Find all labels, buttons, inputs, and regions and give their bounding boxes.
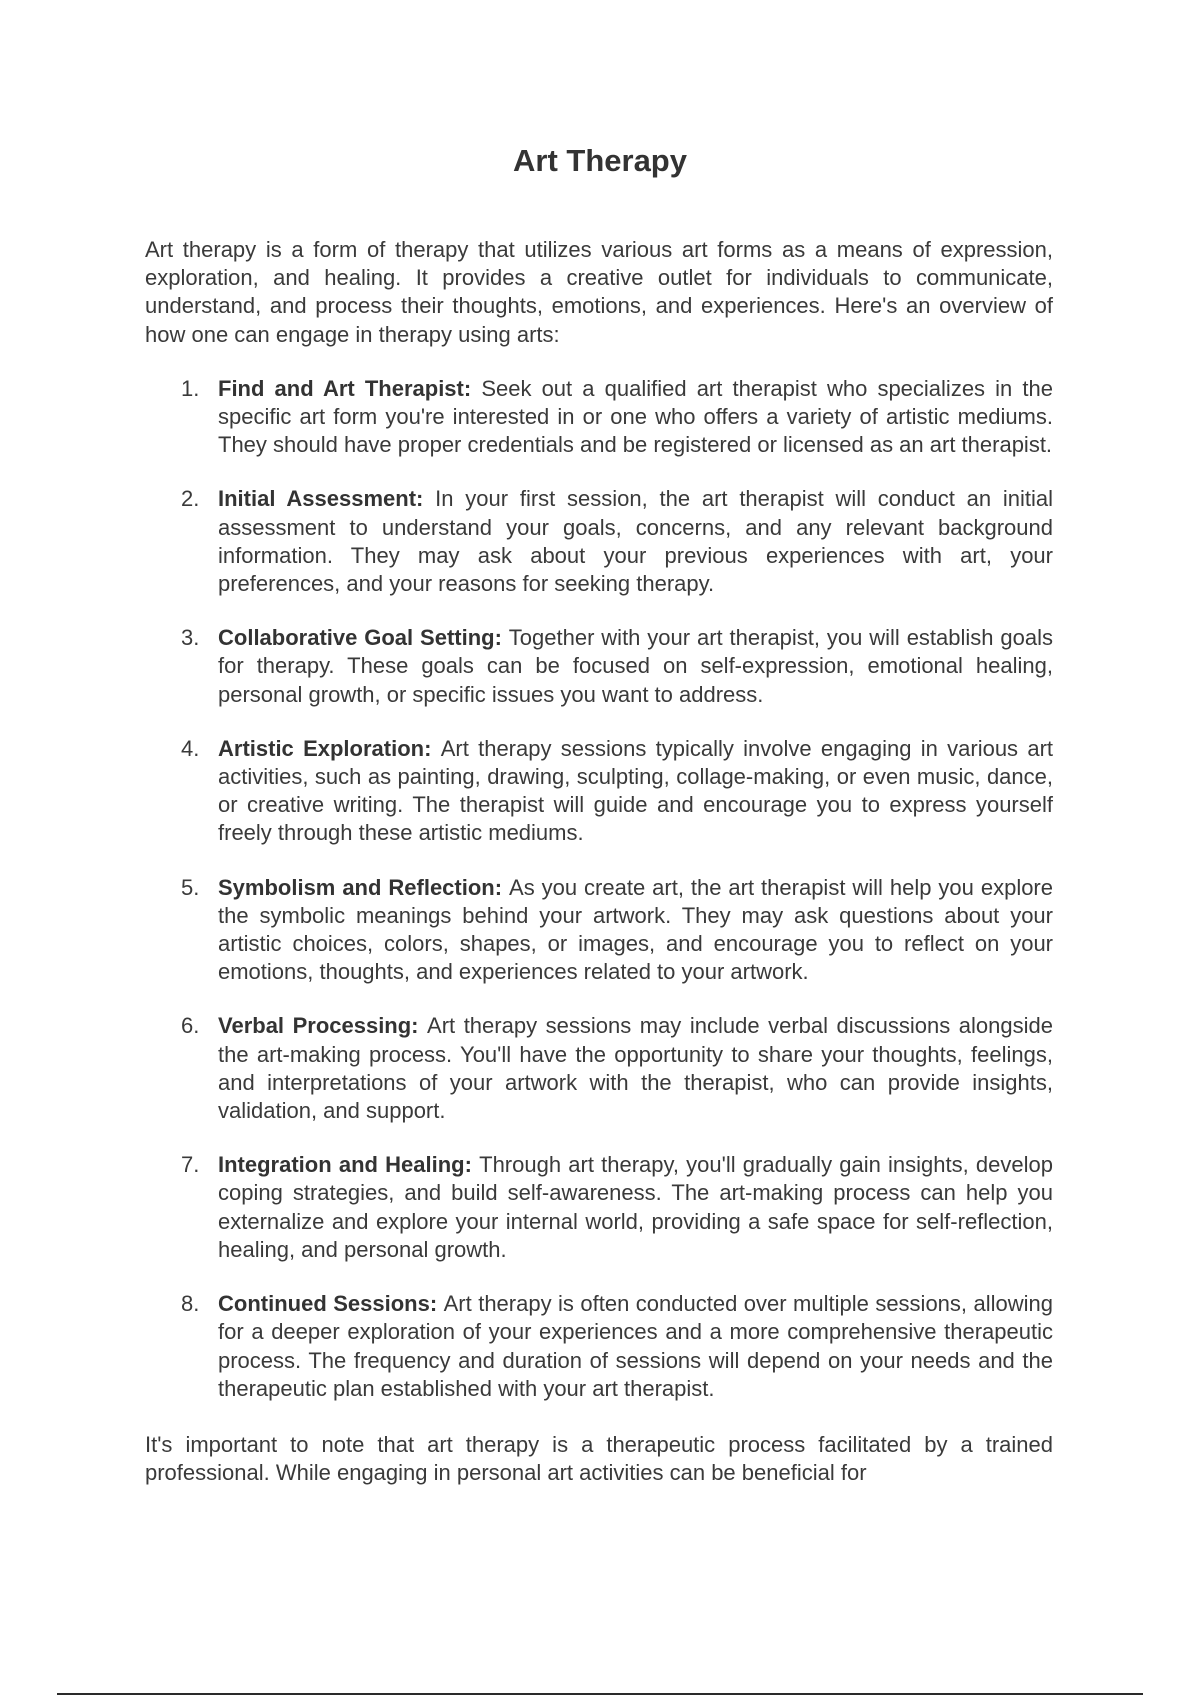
- step-number: 4.: [181, 735, 200, 761]
- step-title: Verbal Processing:: [218, 1013, 428, 1039]
- step-text: In your first session, the art therapist will conduct an initial assessment to understand your goals, concerns, and any relevant background information. They may ask about your previous experiences with art, your preferences, and your reasons for seeking therapy.: [218, 486, 1053, 597]
- steps-list: [145, 375, 1053, 1403]
- step-number: 3.: [181, 625, 200, 651]
- list-item: [145, 624, 1053, 709]
- list-item: [145, 735, 1053, 848]
- step-number: 1.: [181, 375, 200, 401]
- list-item: [145, 485, 1053, 598]
- step-number: 2.: [181, 486, 200, 512]
- list-item: [145, 1290, 1053, 1403]
- step-number: 7.: [181, 1152, 200, 1178]
- document-body: [145, 236, 1053, 1487]
- footer-divider: [57, 1693, 1143, 1695]
- list-item: [145, 1151, 1053, 1264]
- step-title: Continued Sessions:: [218, 1291, 444, 1317]
- step-title: Initial Assessment:: [218, 486, 436, 512]
- step-number: 8.: [181, 1291, 200, 1317]
- step-number: 6.: [181, 1013, 200, 1039]
- step-text: As you create art, the art therapist will help you explore the symbolic meanings behind your artwork. They may ask questions about your artistic choices, colors, shapes, or images, and encourage you to reflect on your emotions, thoughts, and experiences related to your artwork.: [218, 874, 1053, 985]
- page-title: Art Therapy: [513, 143, 687, 178]
- step-title: Symbolism and Reflection:: [218, 874, 510, 900]
- step-number: 5.: [181, 874, 200, 900]
- list-item: [145, 874, 1053, 987]
- list-item: [145, 1012, 1053, 1125]
- step-text: Together with your art therapist, you will establish goals for therapy. These goals can be focused on self-expression, emotional healing, personal growth, or specific issues you want to address.: [218, 625, 1053, 707]
- intro-paragraph: Art therapy is a form of therapy that utilizes various art forms as a means of expression, exploration, and healing. It provides a creative outlet for individuals to communicate, understand, and process their thoughts, emotions, and experiences. Here's an overview of how one can engage in therapy using arts:: [145, 237, 1053, 347]
- step-text: Art therapy sessions may include verbal discussions alongside the art-making process. You'll have the opportunity to share your thoughts, feelings, and interpretations of your artwork with the therapist, who can provide insights, validation, and support.: [218, 1013, 1053, 1124]
- list-item: [145, 375, 1053, 460]
- step-text: Seek out a qualified art therapist who specializes in the specific art form you're interested in or one who offers a variety of artistic mediums. They should have proper credentials and be registered or licensed as an art therapist.: [218, 375, 1053, 458]
- step-title: Collaborative Goal Setting:: [218, 625, 509, 651]
- step-title: Artistic Exploration:: [218, 735, 441, 761]
- step-text: Art therapy sessions typically involve engaging in various art activities, such as painting, drawing, sculpting, collage-making, or even music, dance, or creative writing. The therapist will guide and encourage you to express yourself freely through these artistic mediums.: [218, 735, 1054, 846]
- step-text: Through art therapy, you'll gradually gain insights, develop coping strategies, and build self-awareness. The art-making process can help you externalize and explore your internal world, providing a safe space for self-reflection, healing, and personal growth.: [218, 1152, 1053, 1262]
- step-title: Integration and Healing:: [218, 1152, 480, 1178]
- closing-paragraph: It's important to note that art therapy is a therapeutic process facilitated by a trained professional. While engaging in personal art activities can be beneficial for: [145, 1431, 1053, 1486]
- step-text: Art therapy is often conducted over multiple sessions, allowing for a deeper exploration of your experiences and a more comprehensive therapeutic process. The frequency and duration of sessions will depend on your needs and the therapeutic plan established with your art therapist.: [218, 1291, 1053, 1401]
- step-title: Find and Art Therapist:: [218, 375, 482, 401]
